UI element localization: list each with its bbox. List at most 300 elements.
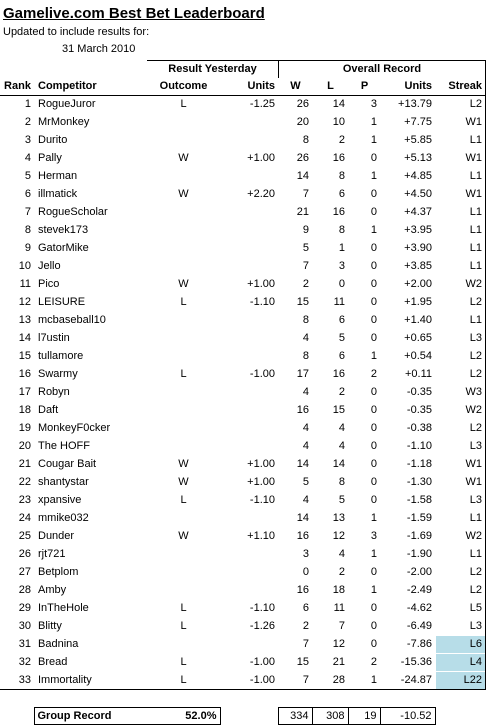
table-row (1, 312, 486, 330)
cell-rank: 5 (24, 170, 31, 182)
cell-w: 16 (279, 528, 313, 546)
cell-rank: 13 (18, 314, 31, 326)
cell-l: 11 (313, 600, 349, 618)
cell-rank: 2 (24, 116, 31, 128)
cell-rank: 22 (18, 476, 31, 488)
cell-streak: W1 (436, 186, 486, 204)
cell-competitor: Badnina (35, 636, 147, 654)
cell-outcome (147, 420, 221, 438)
cell-outcome: L (147, 492, 221, 510)
cell-p: 1 (349, 348, 381, 366)
cell-outcome (147, 312, 221, 330)
cell-p: 1 (349, 582, 381, 600)
cell-competitor: The HOFF (35, 438, 147, 456)
cell-rank: 16 (18, 368, 31, 380)
cell-w: 3 (279, 546, 313, 564)
cell-competitor: Cougar Bait (35, 456, 147, 474)
cell-l: 5 (313, 330, 349, 348)
cell-streak: L2 (436, 366, 486, 384)
cell-rank: 3 (24, 134, 31, 146)
table-row (1, 150, 486, 168)
table-row (1, 294, 486, 312)
group-record-pct: 52.0% (146, 708, 220, 725)
cell-outcome: L (147, 96, 221, 114)
update-note: Updated to include results for: (3, 26, 150, 38)
cell-outcome: W (147, 276, 221, 294)
cell-rank: 18 (18, 404, 31, 416)
cell-rank: 20 (18, 440, 31, 452)
col-streak: Streak (436, 78, 486, 96)
cell-competitor: Pally (35, 150, 147, 168)
table-row (1, 510, 486, 528)
cell-units-yesterday: -1.00 (221, 672, 279, 690)
cell-competitor: Pico (35, 276, 147, 294)
result-yesterday-header: Result Yesterday (147, 61, 279, 78)
cell-outcome (147, 222, 221, 240)
cell-units-overall: +7.75 (381, 114, 436, 132)
cell-competitor: MrMonkey (35, 114, 147, 132)
cell-units-overall: +13.79 (381, 96, 436, 114)
overall-record-header: Overall Record (279, 61, 486, 78)
cell-w: 8 (279, 312, 313, 330)
cell-competitor: LEISURE (35, 294, 147, 312)
table-row (1, 276, 486, 294)
cell-units-yesterday (221, 240, 279, 258)
cell-streak: L1 (436, 258, 486, 276)
cell-w: 7 (279, 672, 313, 690)
cell-p: 0 (349, 402, 381, 420)
cell-l: 8 (313, 222, 349, 240)
cell-units-overall: -0.35 (381, 402, 436, 420)
cell-l: 21 (313, 654, 349, 672)
cell-units-overall: -0.38 (381, 420, 436, 438)
cell-streak: L5 (436, 600, 486, 618)
cell-units-yesterday: +1.10 (221, 528, 279, 546)
cell-units-yesterday: -1.00 (221, 654, 279, 672)
cell-outcome: W (147, 186, 221, 204)
table-row (1, 258, 486, 276)
cell-units-yesterday (221, 402, 279, 420)
cell-l: 2 (313, 384, 349, 402)
table-row (1, 636, 486, 654)
cell-streak: L3 (436, 438, 486, 456)
cell-units-overall: +1.95 (381, 294, 436, 312)
cell-competitor: xpansive (35, 492, 147, 510)
table-row (1, 96, 486, 114)
cell-units-overall: +0.54 (381, 348, 436, 366)
cell-rank: 12 (18, 296, 31, 308)
cell-l: 8 (313, 168, 349, 186)
cell-w: 4 (279, 438, 313, 456)
cell-streak: L1 (436, 132, 486, 150)
cell-outcome: W (147, 456, 221, 474)
cell-w: 4 (279, 330, 313, 348)
cell-w: 5 (279, 474, 313, 492)
table-row (1, 438, 486, 456)
cell-p: 0 (349, 618, 381, 636)
cell-p: 1 (349, 132, 381, 150)
cell-units-yesterday (221, 348, 279, 366)
group-record-l: 308 (312, 708, 348, 725)
cell-l: 16 (313, 150, 349, 168)
cell-units-yesterday (221, 204, 279, 222)
cell-units-yesterday: -1.10 (221, 492, 279, 510)
cell-outcome: W (147, 150, 221, 168)
cell-streak: L1 (436, 168, 486, 186)
column-header-row (1, 78, 486, 96)
cell-streak: L2 (436, 582, 486, 600)
cell-streak: W2 (436, 402, 486, 420)
cell-p: 0 (349, 474, 381, 492)
cell-units-overall: +0.11 (381, 366, 436, 384)
col-competitor: Competitor (35, 78, 147, 96)
cell-units-yesterday: +1.00 (221, 456, 279, 474)
cell-outcome: L (147, 294, 221, 312)
cell-units-overall: +3.95 (381, 222, 436, 240)
cell-l: 4 (313, 420, 349, 438)
cell-units-overall: -1.18 (381, 456, 436, 474)
cell-outcome (147, 168, 221, 186)
cell-units-yesterday (221, 510, 279, 528)
col-rank: Rank (1, 78, 35, 96)
table-row (1, 672, 486, 690)
cell-streak: L1 (436, 204, 486, 222)
cell-outcome (147, 546, 221, 564)
cell-p: 0 (349, 186, 381, 204)
cell-p: 3 (349, 96, 381, 114)
cell-rank: 29 (18, 602, 31, 614)
cell-rank: 21 (18, 458, 31, 470)
cell-rank: 4 (24, 152, 31, 164)
cell-l: 12 (313, 528, 349, 546)
cell-units-yesterday: +1.00 (221, 474, 279, 492)
cell-l: 5 (313, 492, 349, 510)
cell-competitor: Durito (35, 132, 147, 150)
cell-rank: 31 (18, 638, 31, 650)
cell-units-yesterday (221, 420, 279, 438)
cell-p: 2 (349, 366, 381, 384)
cell-rank: 7 (24, 206, 31, 218)
cell-units-yesterday: -1.00 (221, 366, 279, 384)
cell-p: 0 (349, 438, 381, 456)
cell-p: 3 (349, 528, 381, 546)
cell-rank: 33 (1, 672, 35, 690)
cell-units-overall: -15.36 (381, 654, 436, 672)
cell-units-yesterday: +1.00 (221, 150, 279, 168)
cell-streak: W1 (436, 150, 486, 168)
cell-competitor: Swarmy (35, 366, 147, 384)
cell-l: 6 (313, 186, 349, 204)
cell-rank: 24 (18, 512, 31, 524)
cell-rank: 26 (18, 548, 31, 560)
cell-units-overall: -1.10 (381, 438, 436, 456)
cell-units-yesterday (221, 438, 279, 456)
cell-p: 0 (349, 312, 381, 330)
cell-units-yesterday (221, 168, 279, 186)
cell-streak: L1 (436, 510, 486, 528)
cell-outcome (147, 114, 221, 132)
cell-competitor: illmatick (35, 186, 147, 204)
cell-units-overall: -1.69 (381, 528, 436, 546)
cell-l: 12 (313, 636, 349, 654)
cell-rank: 30 (18, 620, 31, 632)
cell-units-overall: +0.65 (381, 330, 436, 348)
cell-units-overall: +5.13 (381, 150, 436, 168)
cell-outcome (147, 330, 221, 348)
cell-units-yesterday (221, 546, 279, 564)
col-l: L (313, 78, 349, 96)
cell-streak: W2 (436, 528, 486, 546)
cell-competitor: mcbaseball10 (35, 312, 147, 330)
cell-competitor: RogueJuror (35, 96, 147, 114)
cell-l: 14 (313, 456, 349, 474)
cell-p: 0 (349, 600, 381, 618)
cell-streak: L22 (436, 672, 486, 690)
col-w: W (279, 78, 313, 96)
cell-streak: W1 (436, 456, 486, 474)
table-row (1, 168, 486, 186)
cell-l: 15 (313, 402, 349, 420)
cell-units-yesterday (221, 564, 279, 582)
cell-competitor: Bread (35, 654, 147, 672)
cell-rank: 1 (24, 98, 31, 110)
cell-p: 0 (349, 150, 381, 168)
cell-outcome (147, 636, 221, 654)
cell-w: 15 (279, 294, 313, 312)
cell-units-overall: -1.90 (381, 546, 436, 564)
cell-competitor: l7ustin (35, 330, 147, 348)
cell-units-overall: +4.50 (381, 186, 436, 204)
cell-streak: L1 (436, 222, 486, 240)
cell-outcome: W (147, 474, 221, 492)
table-row (1, 600, 486, 618)
cell-units-overall: +3.85 (381, 258, 436, 276)
cell-outcome (147, 438, 221, 456)
group-record-p: 19 (348, 708, 380, 725)
cell-w: 2 (279, 276, 313, 294)
cell-p: 0 (349, 294, 381, 312)
cell-competitor: MonkeyF0cker (35, 420, 147, 438)
cell-outcome (147, 402, 221, 420)
cell-l: 2 (313, 132, 349, 150)
cell-w: 14 (279, 510, 313, 528)
cell-l: 4 (313, 546, 349, 564)
cell-rank: 8 (24, 224, 31, 236)
cell-units-overall: -1.30 (381, 474, 436, 492)
cell-streak: L3 (436, 492, 486, 510)
cell-l: 6 (313, 348, 349, 366)
cell-l: 6 (313, 312, 349, 330)
cell-outcome: W (147, 528, 221, 546)
table-row (1, 618, 486, 636)
cell-p: 0 (349, 636, 381, 654)
cell-units-overall: -1.59 (381, 510, 436, 528)
cell-units-yesterday: +2.20 (221, 186, 279, 204)
cell-units-overall: -7.86 (381, 636, 436, 654)
cell-outcome: L (147, 366, 221, 384)
cell-competitor: Amby (35, 582, 147, 600)
cell-l: 14 (313, 96, 349, 114)
cell-outcome: L (147, 600, 221, 618)
cell-streak: W2 (436, 276, 486, 294)
cell-units-overall: +1.40 (381, 312, 436, 330)
cell-p: 0 (349, 420, 381, 438)
cell-rank: 28 (18, 584, 31, 596)
cell-w: 20 (279, 114, 313, 132)
cell-p: 1 (349, 114, 381, 132)
col-units-yesterday: Units (221, 78, 279, 96)
cell-outcome (147, 258, 221, 276)
group-record-row (0, 707, 436, 725)
cell-units-overall: +5.85 (381, 132, 436, 150)
cell-rank: 23 (18, 494, 31, 506)
table-row (1, 420, 486, 438)
table-row (1, 330, 486, 348)
cell-streak: L1 (436, 546, 486, 564)
cell-units-yesterday (221, 114, 279, 132)
cell-w: 5 (279, 240, 313, 258)
cell-streak: W1 (436, 474, 486, 492)
table-row (1, 222, 486, 240)
cell-units-yesterday: -1.10 (221, 294, 279, 312)
cell-competitor: rjt721 (35, 546, 147, 564)
cell-units-overall: +4.37 (381, 204, 436, 222)
cell-p: 1 (349, 546, 381, 564)
table-row (1, 240, 486, 258)
cell-rank: 6 (24, 188, 31, 200)
cell-w: 0 (279, 564, 313, 582)
cell-units-overall: -0.35 (381, 384, 436, 402)
cell-competitor: mmike032 (35, 510, 147, 528)
cell-l: 8 (313, 474, 349, 492)
cell-competitor: Daft (35, 402, 147, 420)
cell-w: 21 (279, 204, 313, 222)
cell-rank: 32 (18, 656, 31, 668)
cell-p: 0 (349, 456, 381, 474)
cell-competitor: RogueScholar (35, 204, 147, 222)
cell-w: 17 (279, 366, 313, 384)
cell-streak: L6 (436, 636, 486, 654)
table-row (1, 654, 486, 672)
cell-streak: L2 (436, 420, 486, 438)
cell-l: 28 (313, 672, 349, 690)
cell-units-yesterday (221, 582, 279, 600)
cell-competitor: Immortality (35, 672, 147, 690)
table-row (1, 474, 486, 492)
table-row (1, 564, 486, 582)
cell-units-overall: -4.62 (381, 600, 436, 618)
cell-units-yesterday (221, 384, 279, 402)
cell-l: 16 (313, 204, 349, 222)
cell-w: 16 (279, 582, 313, 600)
cell-streak: W1 (436, 114, 486, 132)
cell-p: 0 (349, 276, 381, 294)
cell-w: 2 (279, 618, 313, 636)
cell-outcome (147, 564, 221, 582)
cell-streak: L3 (436, 618, 486, 636)
cell-w: 7 (279, 186, 313, 204)
cell-rank: 14 (18, 332, 31, 344)
cell-l: 16 (313, 366, 349, 384)
cell-p: 0 (349, 330, 381, 348)
cell-competitor: shantystar (35, 474, 147, 492)
group-record-units: -10.52 (380, 708, 435, 725)
cell-units-yesterday (221, 636, 279, 654)
cell-units-overall: -6.49 (381, 618, 436, 636)
cell-rank: 17 (18, 386, 31, 398)
cell-p: 0 (349, 258, 381, 276)
cell-outcome: L (147, 654, 221, 672)
leaderboard-table (0, 60, 486, 690)
update-date: 31 March 2010 (62, 43, 136, 55)
cell-l: 18 (313, 582, 349, 600)
cell-w: 8 (279, 132, 313, 150)
cell-p: 1 (349, 672, 381, 690)
cell-p: 1 (349, 510, 381, 528)
cell-units-yesterday (221, 132, 279, 150)
cell-competitor: Dunder (35, 528, 147, 546)
cell-rank: 9 (24, 242, 31, 254)
cell-units-overall: +4.85 (381, 168, 436, 186)
cell-competitor: tullamore (35, 348, 147, 366)
cell-units-yesterday (221, 258, 279, 276)
group-record-label: Group Record (34, 708, 146, 725)
page-title: Gamelive.com Best Bet Leaderboard (3, 5, 265, 22)
table-row (1, 348, 486, 366)
col-units-overall: Units (381, 78, 436, 96)
table-row (1, 186, 486, 204)
cell-w: 14 (279, 168, 313, 186)
cell-l: 2 (313, 564, 349, 582)
cell-w: 9 (279, 222, 313, 240)
table-row (1, 492, 486, 510)
cell-w: 4 (279, 420, 313, 438)
cell-rank: 11 (19, 278, 31, 290)
cell-p: 1 (349, 168, 381, 186)
cell-p: 0 (349, 564, 381, 582)
cell-streak: L3 (436, 330, 486, 348)
table-row (1, 402, 486, 420)
cell-outcome: L (147, 618, 221, 636)
cell-l: 4 (313, 438, 349, 456)
table-row (1, 114, 486, 132)
cell-rank: 15 (18, 350, 31, 362)
cell-streak: W3 (436, 384, 486, 402)
cell-units-yesterday: +1.00 (221, 276, 279, 294)
cell-l: 13 (313, 510, 349, 528)
cell-competitor: Betplom (35, 564, 147, 582)
cell-outcome (147, 204, 221, 222)
cell-p: 2 (349, 654, 381, 672)
cell-w: 4 (279, 492, 313, 510)
cell-w: 7 (279, 258, 313, 276)
cell-outcome (147, 510, 221, 528)
cell-units-overall: -1.58 (381, 492, 436, 510)
cell-outcome (147, 132, 221, 150)
cell-units-overall: -2.49 (381, 582, 436, 600)
table-row (1, 384, 486, 402)
cell-w: 4 (279, 384, 313, 402)
cell-units-yesterday: -1.25 (221, 96, 279, 114)
cell-streak: L2 (436, 294, 486, 312)
cell-outcome (147, 582, 221, 600)
cell-streak: L2 (436, 348, 486, 366)
cell-streak: L1 (436, 312, 486, 330)
cell-w: 6 (279, 600, 313, 618)
group-record-w: 334 (278, 708, 312, 725)
cell-w: 7 (279, 636, 313, 654)
cell-units-yesterday (221, 312, 279, 330)
